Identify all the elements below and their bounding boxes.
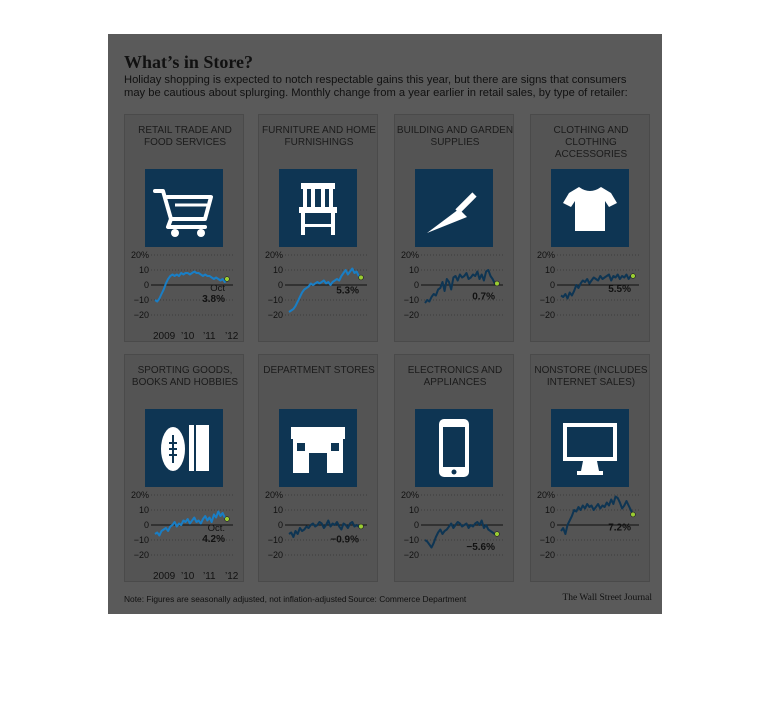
- panel-clothing: [530, 114, 650, 342]
- y-tick-label: 10: [544, 265, 555, 275]
- x-tick-label: ’11: [203, 331, 216, 342]
- sparkline-chart: [125, 491, 245, 583]
- y-tick-label: 20%: [400, 251, 419, 260]
- x-tick-label: ’12: [225, 331, 239, 342]
- y-tick-label: −10: [133, 295, 149, 305]
- y-tick-label: 10: [138, 505, 149, 515]
- y-tick-label: −10: [539, 295, 555, 305]
- panel-retail-trade: [124, 114, 244, 342]
- x-tick-label: ’12: [225, 571, 239, 582]
- y-tick-label: −10: [267, 295, 283, 305]
- y-tick-label: 0: [549, 520, 555, 530]
- y-tick-label: −20: [133, 310, 149, 320]
- end-value-label: 5.5%: [608, 284, 631, 295]
- y-tick-label: −10: [133, 535, 149, 545]
- panel-department-stores: [258, 354, 378, 582]
- y-tick-label: −20: [539, 550, 555, 560]
- y-tick-label: −20: [133, 550, 149, 560]
- panel-label: SPORTING GOODS, BOOKS AND HOBBIES: [131, 365, 239, 388]
- panel-label: NONSTORE (INCLUDES INTERNET SALES): [534, 365, 648, 388]
- end-month-label: Oct: [210, 283, 225, 294]
- football-and-book-icon: [145, 409, 223, 487]
- y-tick-label: 10: [272, 265, 283, 275]
- y-tick-label: −20: [267, 310, 283, 320]
- panel-building-garden: [394, 114, 514, 342]
- y-tick-label: 0: [143, 280, 149, 290]
- panel-label: FURNITURE AND HOME FURNISHINGS: [262, 125, 376, 148]
- end-value-label: −0.9%: [330, 534, 359, 546]
- computer-monitor-icon: [551, 409, 629, 487]
- footnote: Note: Figures are seasonally adjusted, not inflation-adjusted: [124, 594, 347, 604]
- page-title: What’s in Store?: [124, 52, 254, 72]
- y-tick-label: −10: [539, 535, 555, 545]
- endpoint-marker: [225, 277, 230, 282]
- publisher-credit: The Wall Street Journal: [562, 593, 652, 603]
- panel-furniture: [258, 114, 378, 342]
- y-tick-label: −10: [267, 535, 283, 545]
- sparkline-chart: [395, 491, 515, 583]
- sparkline-chart: [531, 491, 651, 583]
- endpoint-marker: [631, 274, 636, 279]
- infographic: [108, 34, 662, 614]
- y-tick-label: 20%: [264, 251, 283, 260]
- storefront-icon: [279, 409, 357, 487]
- y-tick-label: 0: [413, 520, 419, 530]
- panel-sporting-goods: [124, 354, 244, 582]
- y-tick-label: 10: [272, 505, 283, 515]
- y-tick-label: −10: [403, 535, 419, 545]
- end-value-label: 0.7%: [472, 291, 495, 303]
- y-tick-label: −20: [403, 310, 419, 320]
- y-tick-label: 20%: [536, 251, 555, 260]
- y-tick-label: −10: [403, 295, 419, 305]
- panel-label: CLOTHING AND CLOTHING ACCESSORIES: [553, 125, 629, 160]
- end-value-label: 5.3%: [336, 285, 359, 297]
- y-tick-label: 20%: [130, 491, 149, 500]
- endpoint-marker: [225, 517, 230, 522]
- y-tick-label: 10: [408, 265, 419, 275]
- sparkline-chart: [531, 251, 651, 343]
- subtitle: Holiday shopping is expected to notch respectable gains this year, but there are signs that consumers may be cautious about splurging. Monthly change from a year earlier in retail sales, by type of retailer:: [124, 74, 628, 99]
- panel-electronics: [394, 354, 514, 582]
- end-value-label: −5.6%: [466, 542, 495, 553]
- sparkline-chart: [259, 251, 379, 343]
- y-tick-label: 0: [277, 520, 283, 530]
- x-tick-label: ’11: [203, 571, 216, 582]
- smartphone-icon: [415, 409, 493, 487]
- shopping-cart-icon: [145, 169, 223, 247]
- endpoint-marker: [495, 281, 500, 286]
- y-tick-label: −20: [267, 550, 283, 560]
- panel-label: DEPARTMENT STORES: [263, 365, 375, 376]
- chair-icon: [279, 169, 357, 247]
- y-tick-label: 10: [138, 265, 149, 275]
- y-tick-label: 20%: [400, 491, 419, 500]
- y-tick-label: −20: [403, 550, 419, 560]
- end-value-label: 7.2%: [608, 522, 631, 534]
- end-month-label: Oct.: [207, 523, 225, 534]
- y-tick-label: 0: [413, 280, 419, 290]
- end-value-label: 3.8%: [202, 294, 225, 305]
- t-shirt-icon: [551, 169, 629, 247]
- panel-label: BUILDING AND GARDEN SUPPLIES: [396, 125, 514, 148]
- y-tick-label: 10: [544, 505, 555, 515]
- x-tick-label: 2009: [153, 571, 176, 582]
- y-tick-label: 20%: [130, 251, 149, 260]
- y-tick-label: 10: [408, 505, 419, 515]
- end-value-label: 4.2%: [202, 534, 225, 545]
- x-tick-label: ’10: [181, 331, 195, 342]
- endpoint-marker: [359, 275, 364, 280]
- sparkline-chart: [395, 251, 515, 343]
- x-tick-label: 2009: [153, 331, 176, 342]
- sparkline-chart: [125, 251, 245, 343]
- endpoint-marker: [495, 532, 500, 537]
- endpoint-marker: [359, 524, 364, 529]
- x-tick-label: ’10: [181, 571, 195, 582]
- y-tick-label: 0: [549, 280, 555, 290]
- endpoint-marker: [631, 512, 636, 517]
- y-tick-label: 0: [277, 280, 283, 290]
- y-tick-label: 20%: [536, 491, 555, 500]
- trowel-icon: [415, 169, 493, 247]
- panel-label: RETAIL TRADE AND FOOD SERVICES: [138, 125, 232, 148]
- y-tick-label: 0: [143, 520, 149, 530]
- sparkline-chart: [259, 491, 379, 583]
- y-tick-label: −20: [539, 310, 555, 320]
- panel-nonstore: [530, 354, 650, 582]
- source-note: Source: Commerce Department: [348, 594, 467, 604]
- panel-label: ELECTRONICS AND APPLIANCES: [407, 365, 503, 388]
- y-tick-label: 20%: [264, 491, 283, 500]
